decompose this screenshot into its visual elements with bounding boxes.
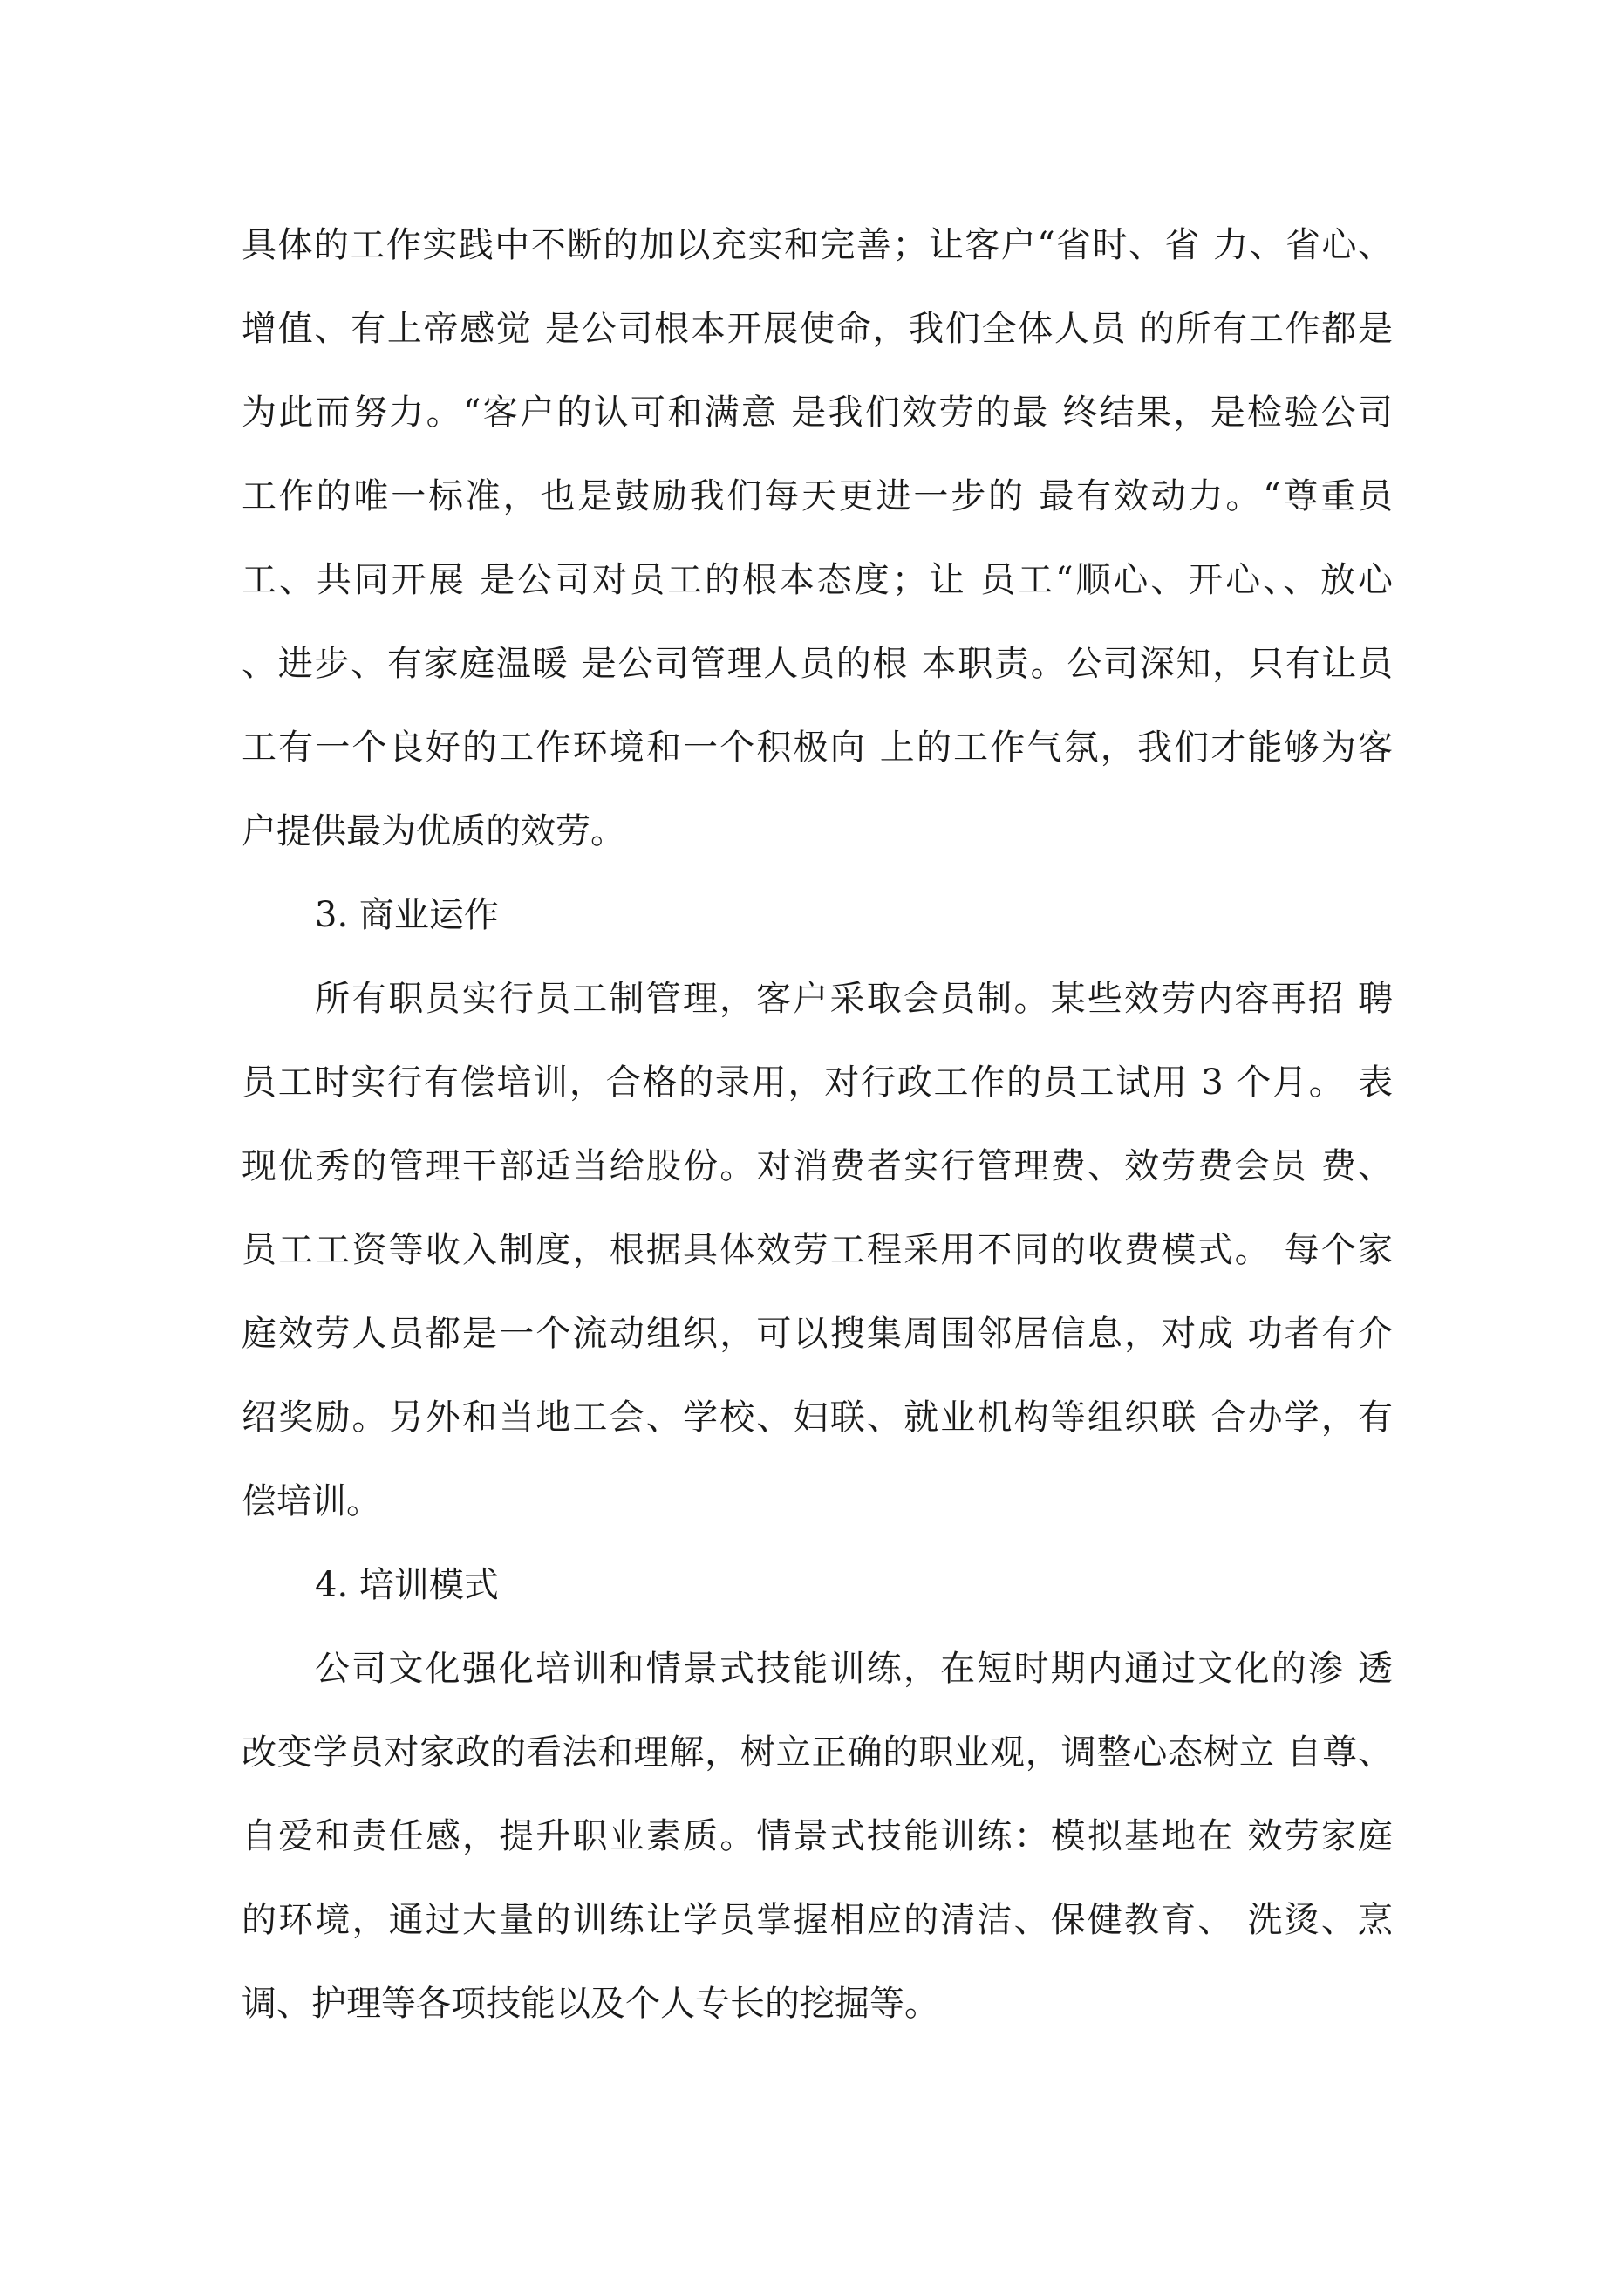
paragraph-3-line-4: 的环境，通过大量的训练让学员掌握相应的清洁、保健教育、 洗烫、烹 — [242, 1900, 1393, 1940]
paragraph-3-line-3: 自爱和责任感，提升职业素质。情景式技能训练：模拟基地在 效劳家庭 — [242, 1816, 1393, 1856]
paragraph-1-line-2: 增值、有上帝感觉 是公司根本开展使命，我们全体人员 的所有工作都是 — [242, 309, 1393, 349]
paragraph-1-line-4: 工作的唯一标准，也是鼓励我们每天更进一步的 最有效动力。“尊重员 — [242, 476, 1393, 516]
paragraph-2-line-2: 员工时实行有偿培训，合格的录用，对行政工作的员工试用 3 个月。 表 — [242, 1063, 1393, 1103]
paragraph-1-line-3: 为此而努力。“客户的认可和满意 是我们效劳的最 终结果，是检验公司 — [242, 393, 1393, 433]
paragraph-1-line-1: 具体的工作实践中不断的加以充实和完善；让客户“省时、省 力、省心、 — [242, 225, 1393, 265]
paragraph-3-line-1: 公司文化强化培训和情景式技能训练，在短时期内通过文化的渗 透 — [315, 1649, 1393, 1689]
paragraph-1-line-5: 工、共同开展 是公司对员工的根本态度；让 员工“顺心、开心、、放心 — [242, 560, 1393, 600]
section-heading-3: 3. 商业运作 — [315, 895, 499, 935]
paragraph-2-line-1: 所有职员实行员工制管理，客户采取会员制。某些效劳内容再招 聘 — [315, 979, 1393, 1019]
paragraph-2-line-6: 绍奖励。另外和当地工会、学校、妇联、就业机构等组织联 合办学，有 — [242, 1397, 1393, 1438]
paragraph-2-line-7: 偿培训。 — [242, 1481, 381, 1521]
paragraph-1-line-7: 工有一个良好的工作环境和一个积极向 上的工作气氛，我们才能够为客 — [242, 728, 1393, 768]
paragraph-2-line-4: 员工工资等收入制度，根据具体效劳工程采用不同的收费模式。 每个家 — [242, 1230, 1393, 1270]
paragraph-1-line-8: 户提供最为优质的效劳。 — [242, 811, 625, 851]
paragraph-2-line-3: 现优秀的管理干部适当给股份。对消费者实行管理费、效劳费会员 费、 — [242, 1146, 1393, 1186]
document-body — [242, 203, 1393, 2046]
section-heading-4: 4. 培训模式 — [315, 1565, 499, 1605]
paragraph-2-line-5: 庭效劳人员都是一个流动组织，可以搜集周围邻居信息，对成 功者有介 — [242, 1314, 1393, 1354]
paragraph-3-line-2: 改变学员对家政的看法和理解，树立正确的职业观，调整心态树立 自尊、 — [242, 1732, 1393, 1773]
paragraph-1-line-6: 、进步、有家庭温暖 是公司管理人员的根 本职责。公司深知，只有让员 — [242, 644, 1393, 684]
paragraph-3-line-5: 调、护理等各项技能以及个人专长的挖掘等。 — [242, 1984, 939, 2024]
